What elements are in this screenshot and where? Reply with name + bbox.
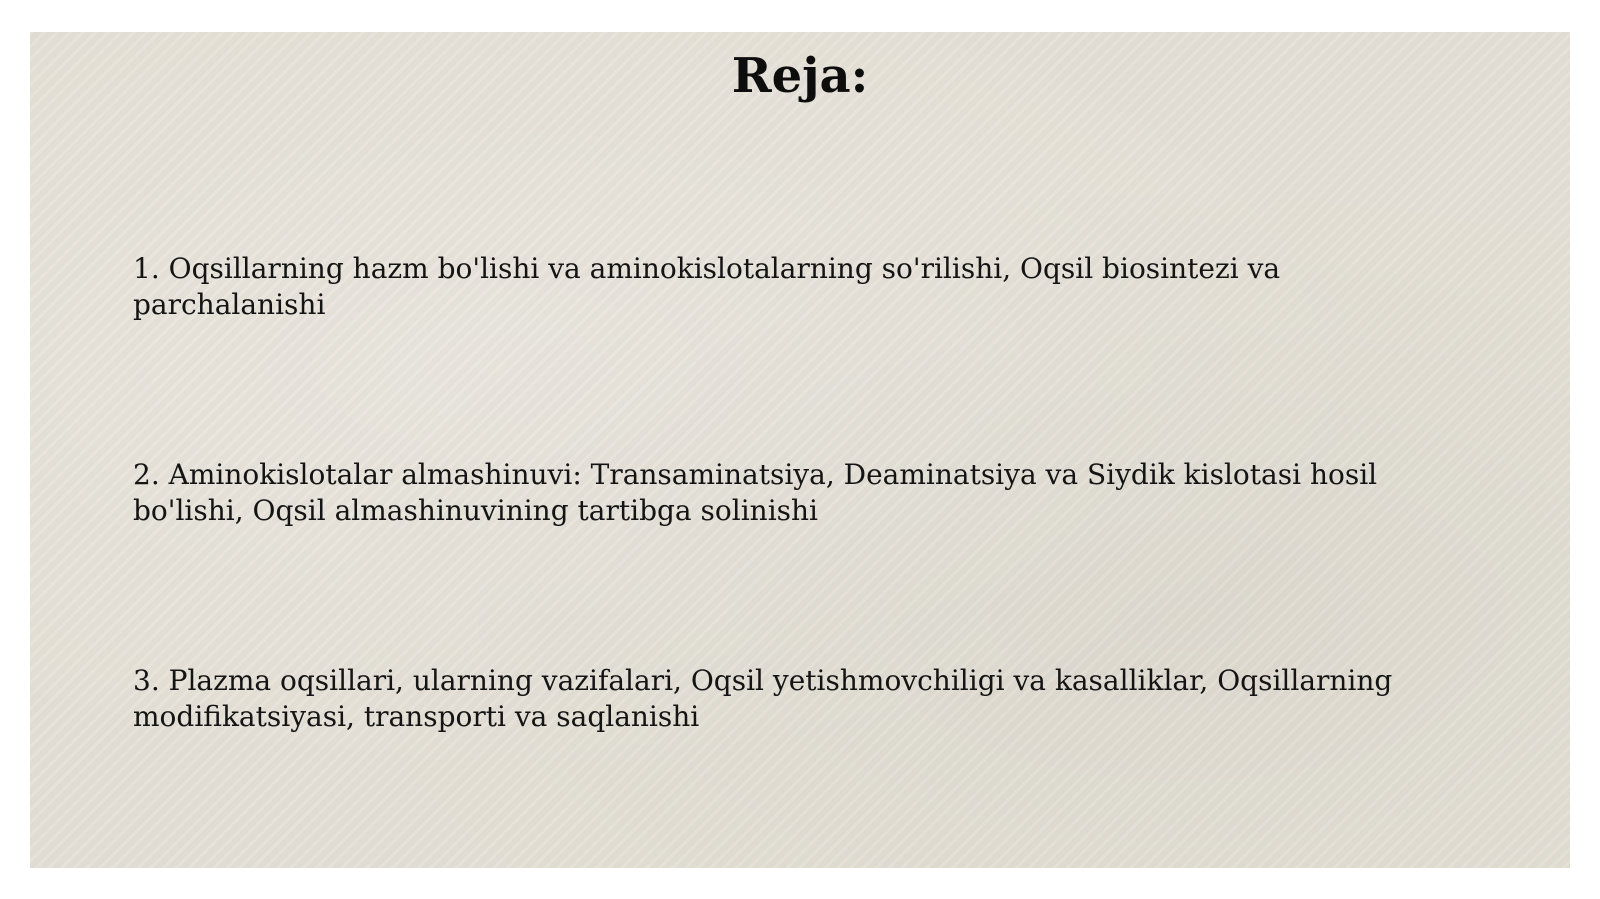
plan-item-text: Plazma oqsillari, ularning vazifalari, Oqsil yetishmovchiligi va kasalliklar, Oqsillarning modifikatsiyasi, transporti va saqlanishi <box>133 664 1393 733</box>
plan-item-1 <box>133 251 1463 323</box>
plan-item-2 <box>133 457 1463 529</box>
plan-item-text: Oqsillarning hazm bo'lishi va aminokislotalarning so'rilishi, Oqsil biosintezi va parchalanishi <box>133 252 1281 321</box>
slide-title: Reja: <box>731 48 869 104</box>
slide <box>30 32 1570 868</box>
plan-item-number: 1. <box>133 252 160 285</box>
plan-item-3 <box>133 663 1463 735</box>
plan-item-text: Aminokislotalar almashinuvi: Transaminatsiya, Deaminatsiya va Siydik kislotasi hosil bo'lishi, Oqsil almashinuvining tartibga solinishi <box>133 458 1378 527</box>
plan-item-number: 3. <box>133 664 160 697</box>
plan-item-number: 2. <box>133 458 160 491</box>
